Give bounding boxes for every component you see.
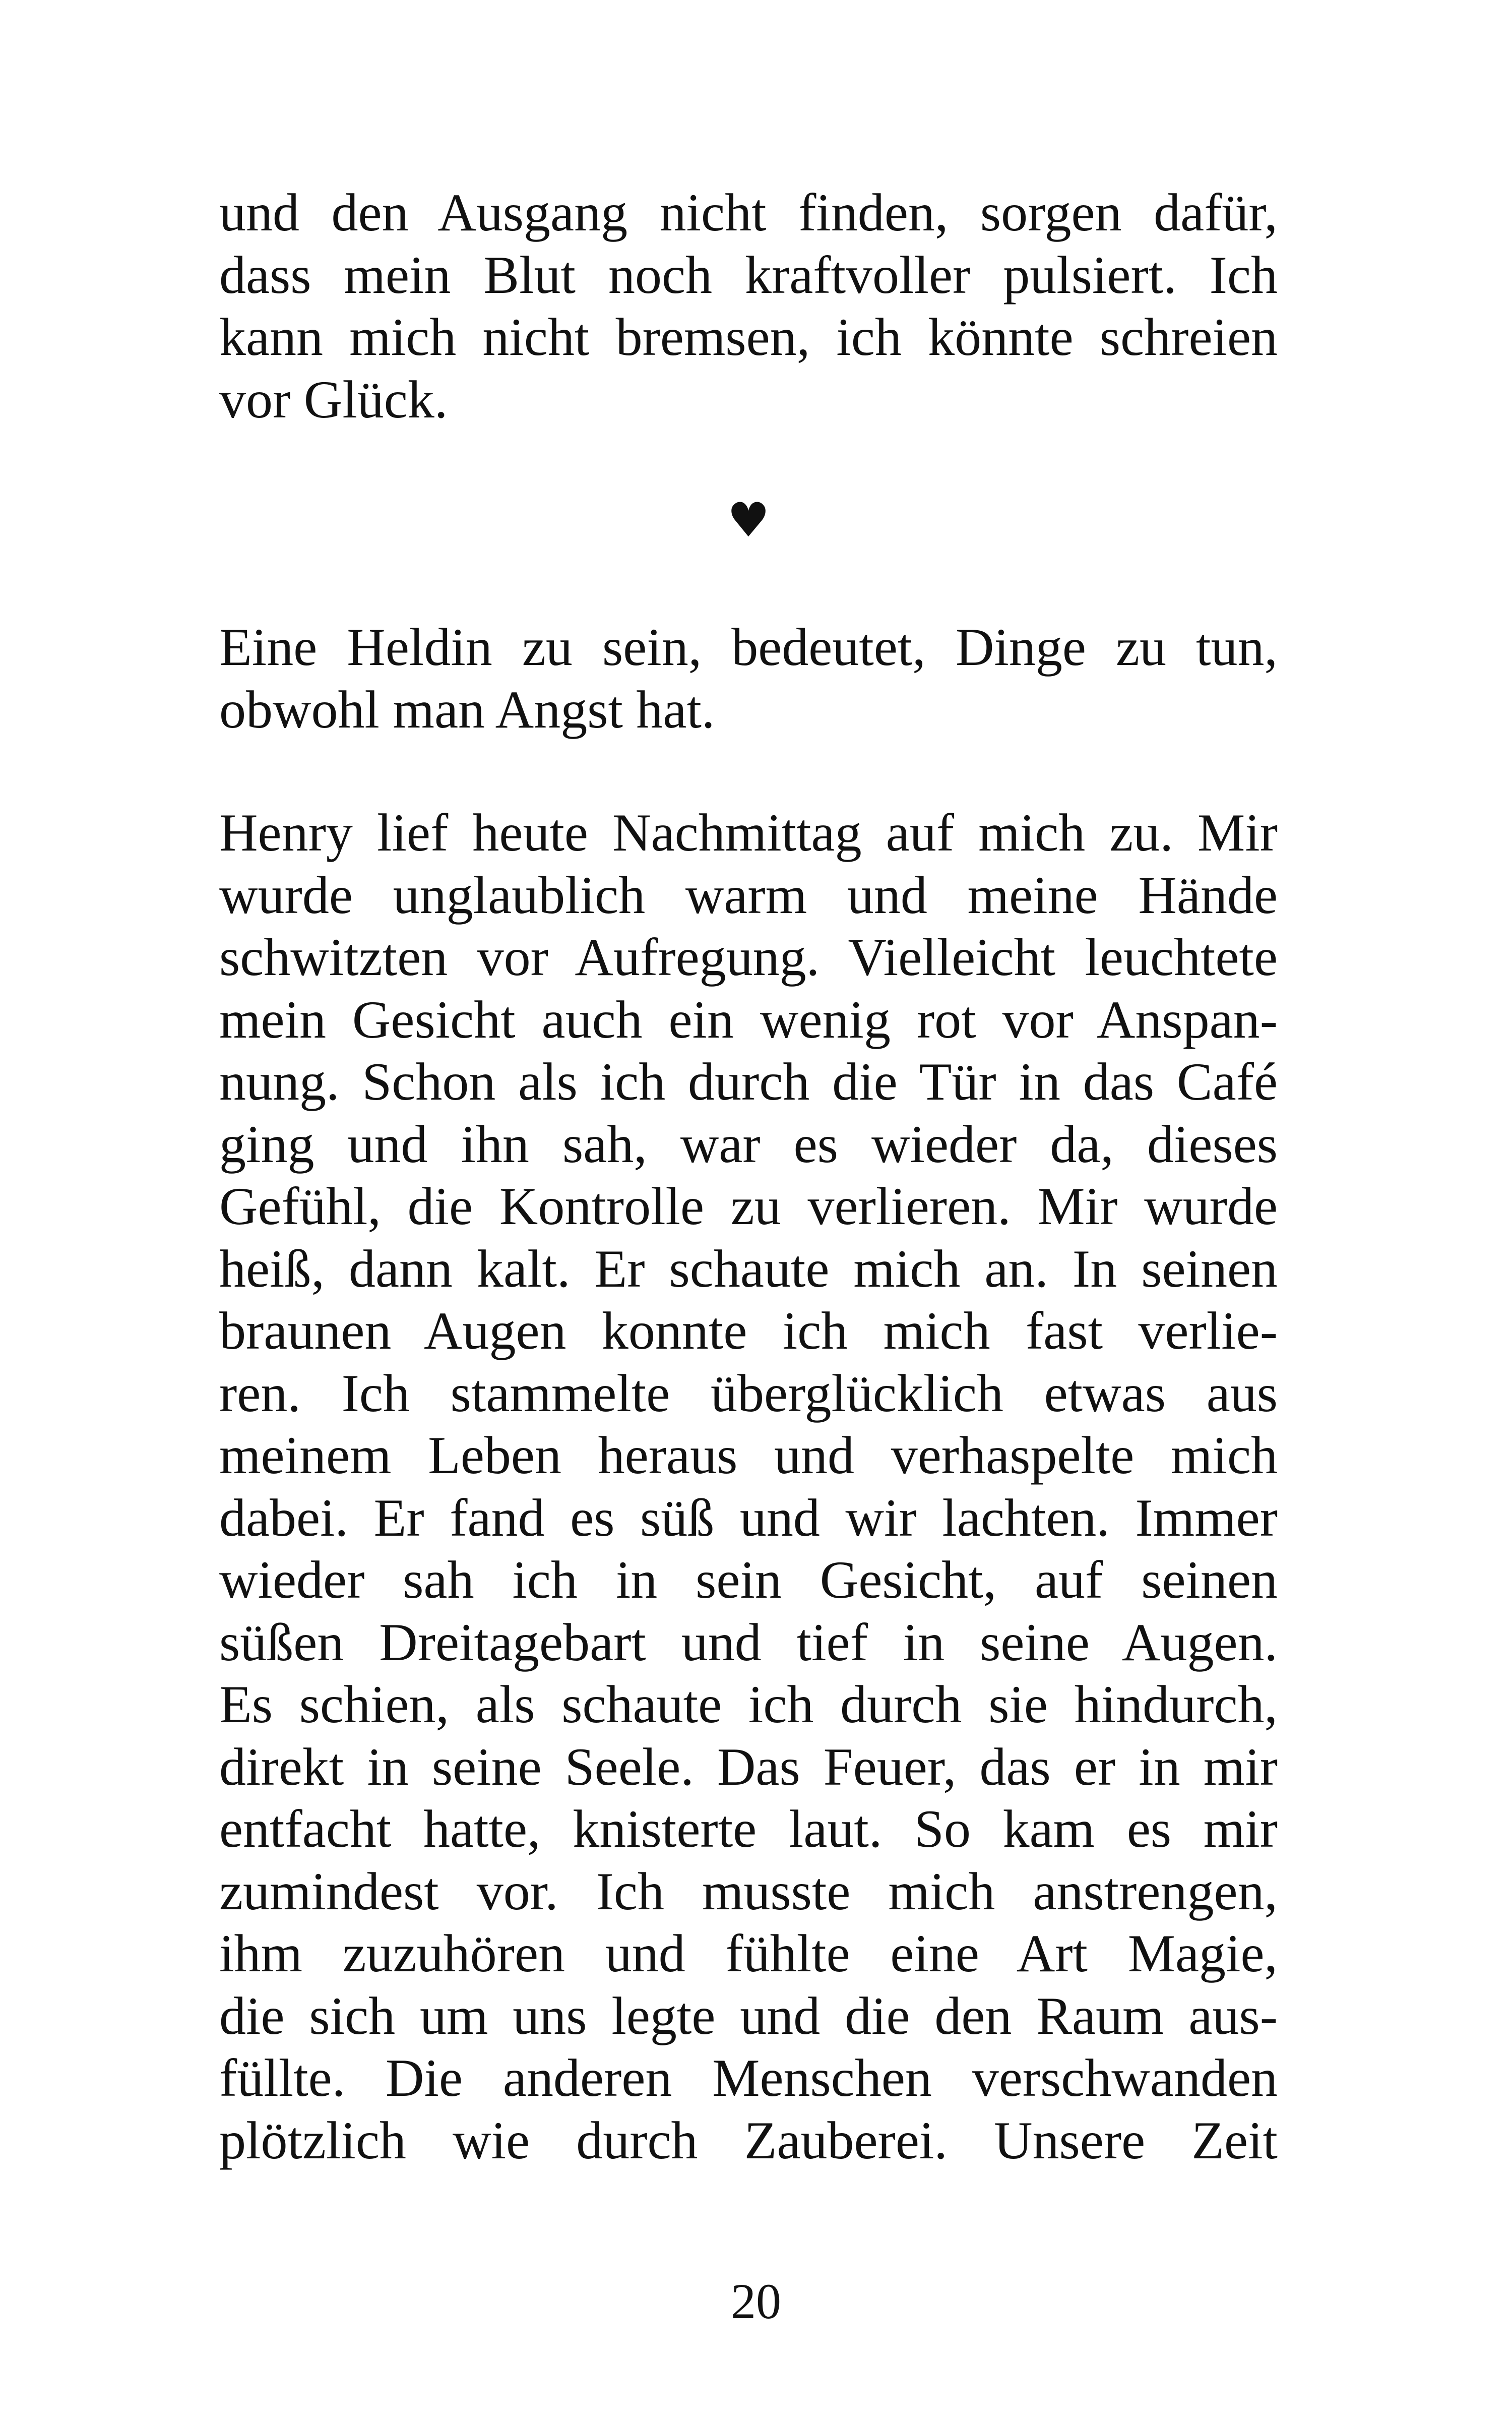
text-line: zumindest vor. Ich musste mich anstrengen, xyxy=(219,1861,1278,1921)
text-line: nung. Schon als ich durch die Tür in das Café xyxy=(219,1052,1278,1111)
paragraph-henry xyxy=(219,802,1278,2171)
text-line: direkt in seine Seele. Das Feuer, das er in mir xyxy=(219,1737,1278,1796)
text-line: ging und ihn sah, war es wieder da, dieses xyxy=(219,1114,1278,1174)
text-line: die sich um uns legte und die den Raum aus- xyxy=(219,1986,1278,2045)
text-line: entfacht hatte, knisterte laut. So kam es mir xyxy=(219,1799,1278,1858)
text-line: und den Ausgang nicht finden, sorgen dafür, xyxy=(219,183,1278,242)
paragraph-heroine xyxy=(219,616,1278,741)
text-line: dass mein Blut noch kraftvoller pulsiert. Ich xyxy=(219,245,1278,305)
text-line: wieder sah ich in sein Gesicht, auf seinen xyxy=(219,1550,1278,1609)
page-number: 20 xyxy=(731,2273,781,2329)
text-line: mein Gesicht auch ein wenig rot vor Anspan- xyxy=(219,990,1278,1049)
text-line: füllte. Die anderen Menschen verschwanden xyxy=(219,2048,1278,2107)
text-line: Eine Heldin zu sein, bedeutet, Dinge zu tun, xyxy=(219,618,1278,677)
text-line: obwohl man Angst hat. xyxy=(219,680,715,739)
text-line: meinem Leben heraus und verhaspelte mich xyxy=(219,1426,1278,1485)
text-line: Henry lief heute Nachmittag auf mich zu. Mir xyxy=(219,803,1278,862)
text-line: süßen Dreitagebart und tief in seine Augen. xyxy=(219,1612,1278,1672)
text-line: ihm zuzuhören und fühlte eine Art Magie, xyxy=(219,1924,1278,1983)
text-line: dabei. Er fand es süß und wir lachten. Immer xyxy=(219,1488,1278,1547)
text-line: Es schien, als schaute ich durch sie hindurch, xyxy=(219,1675,1278,1734)
text-line: ren. Ich stammelte überglücklich etwas aus xyxy=(219,1363,1278,1423)
text-line: vor Glück. xyxy=(219,370,448,429)
heart-separator-icon: ♥ xyxy=(727,493,770,548)
text-line: braunen Augen konnte ich mich fast verlie- xyxy=(219,1301,1278,1360)
text-line: heiß, dann kalt. Er schaute mich an. In seinen xyxy=(219,1239,1278,1298)
text-line: Gefühl, die Kontrolle zu verlieren. Mir wurde xyxy=(219,1177,1278,1236)
text-line: plötzlich wie durch Zauberei. Unsere Zeit xyxy=(219,2110,1278,2170)
text-line: wurde unglaublich warm und meine Hände xyxy=(219,865,1278,925)
text-line: kann mich nicht bremsen, ich könnte schreien xyxy=(219,308,1278,367)
paragraph-continuation xyxy=(219,182,1278,431)
text-line: schwitzten vor Aufregung. Vielleicht leuchtete xyxy=(219,928,1278,987)
